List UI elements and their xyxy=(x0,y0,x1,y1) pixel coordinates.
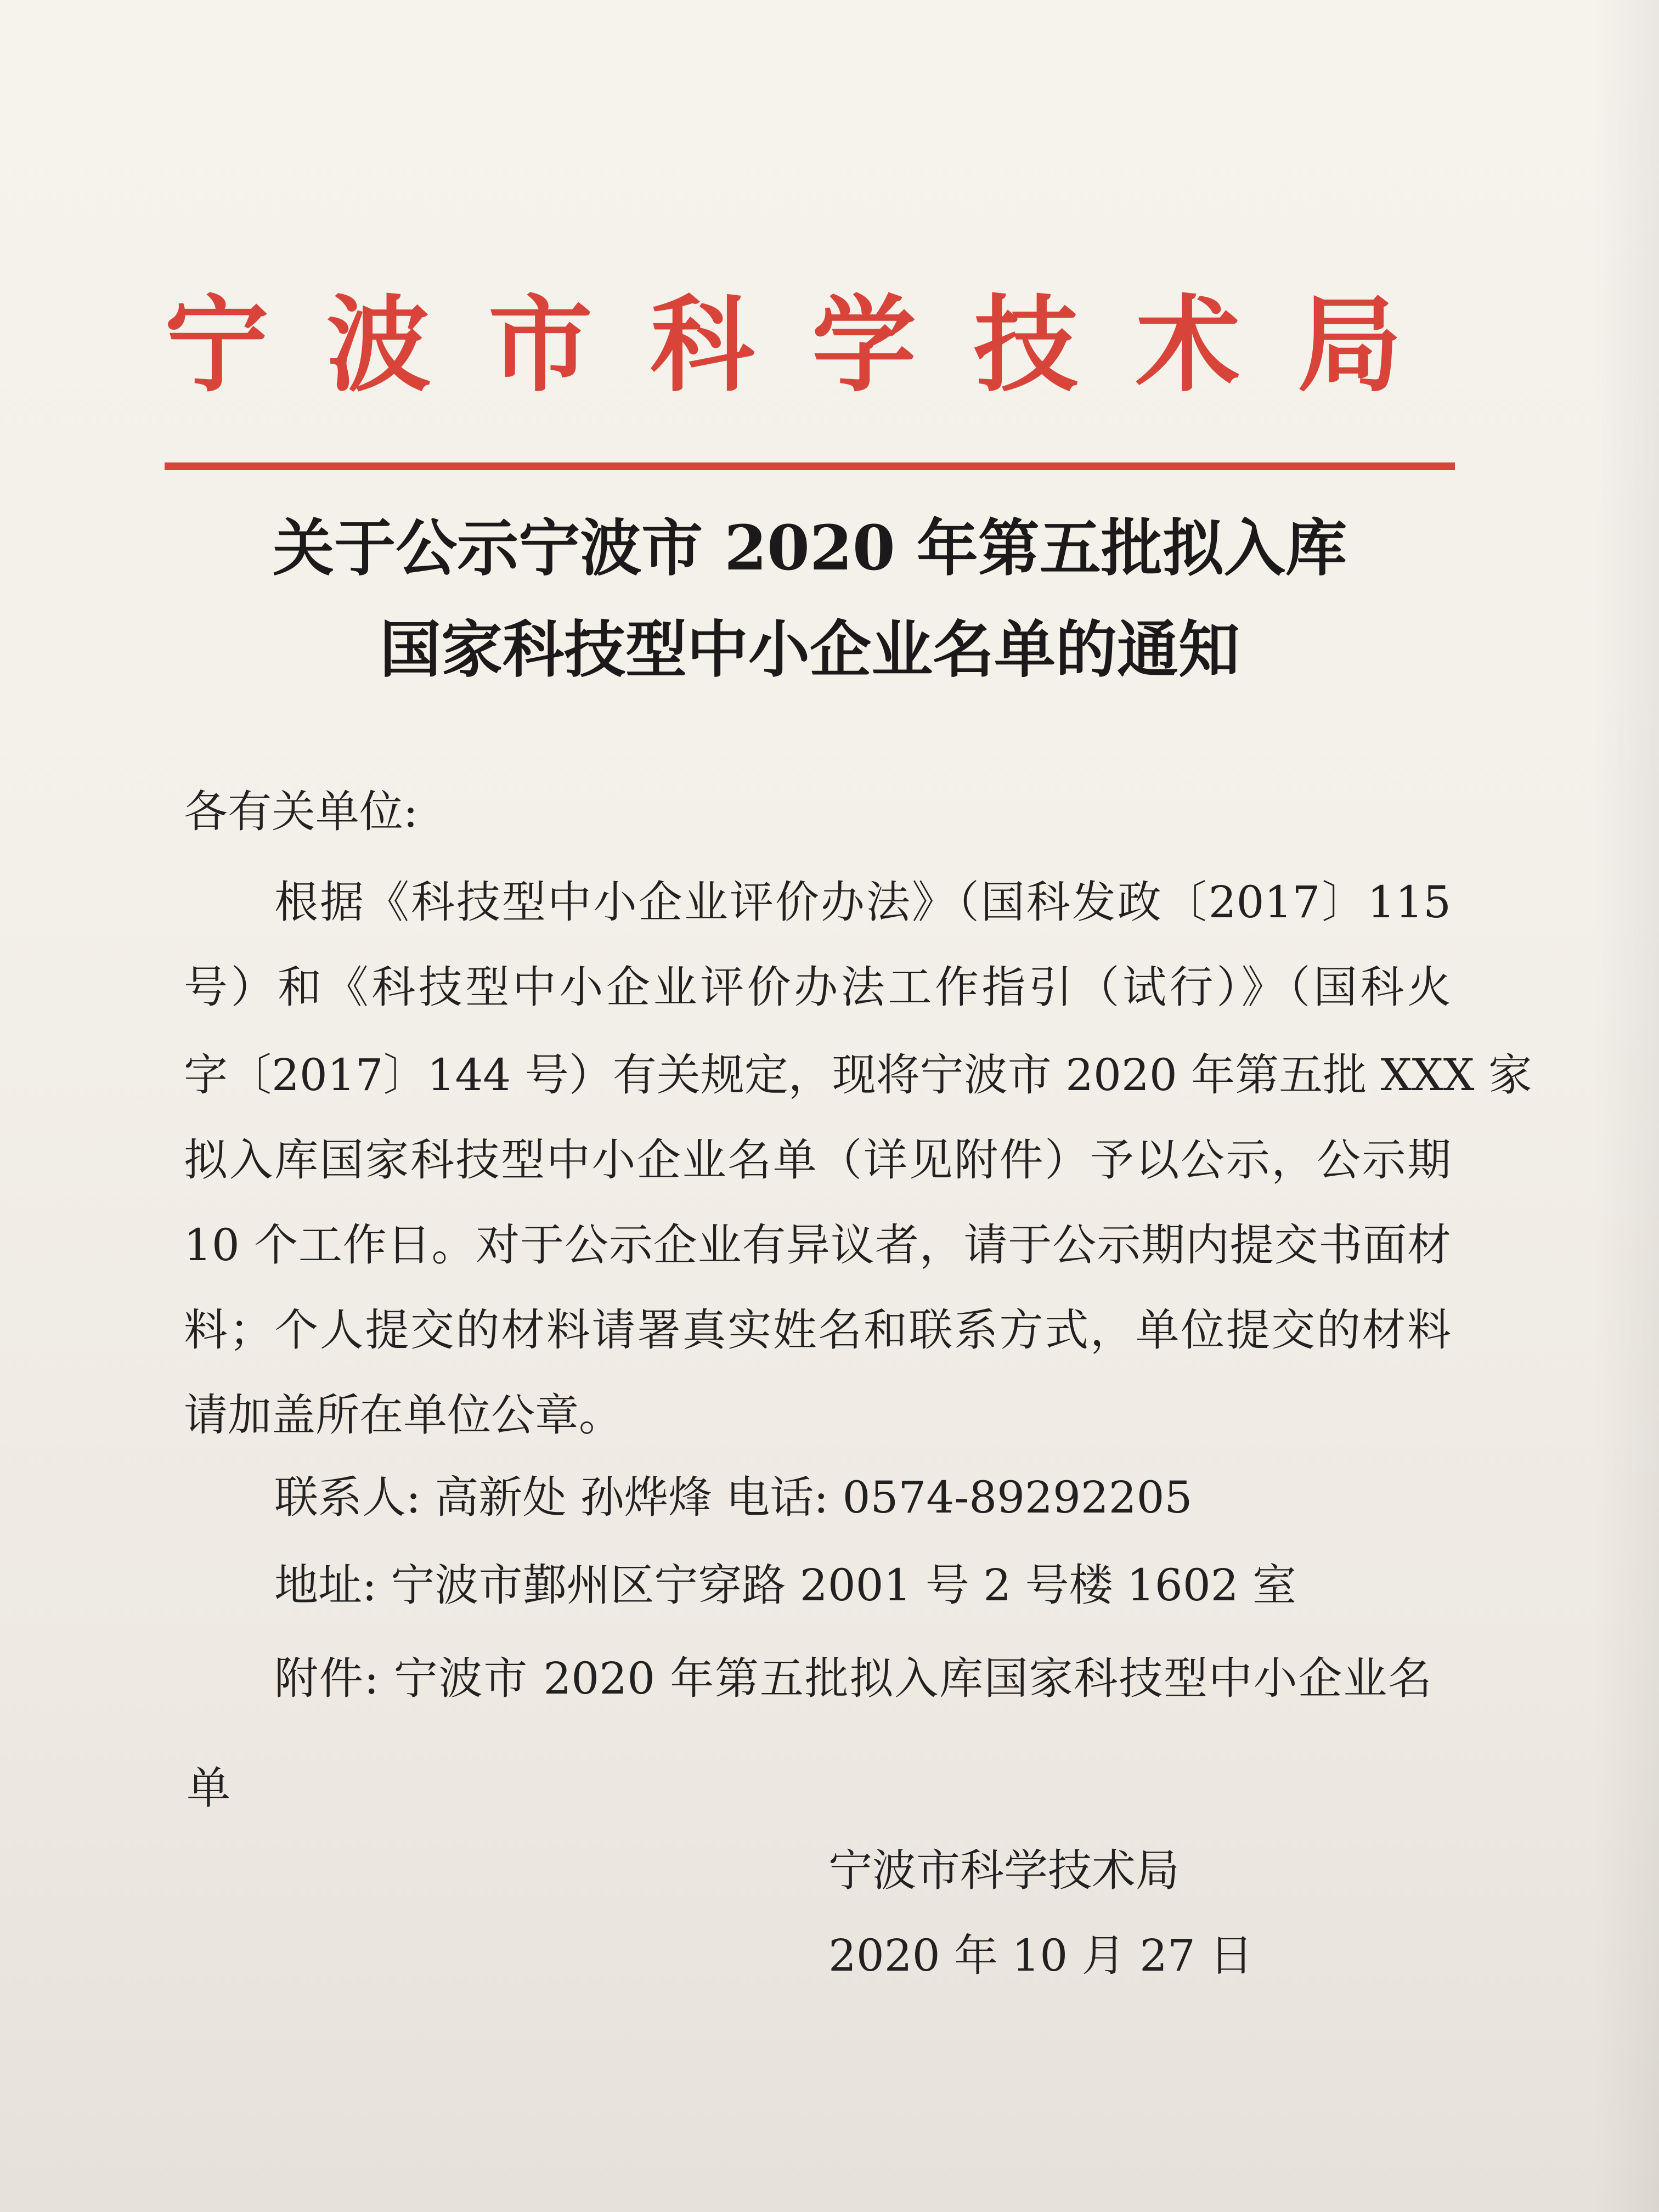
paragraph-line: 根据《科技型中小企业评价办法》（国科发政〔2017〕115 xyxy=(274,877,1451,928)
paragraph-line: 字〔2017〕144 号）有关规定，现将宁波市 2020 年第五批 XXX 家 xyxy=(184,1049,1532,1101)
signature-org: 宁波市科学技术局 xyxy=(828,1845,1180,1896)
letterhead-org-name: 宁波市科学技术局 xyxy=(165,285,1460,406)
paragraph-line: 10 个工作日。对于公示企业有异议者，请于公示期内提交书面材 xyxy=(184,1220,1451,1271)
paragraph-line: 料；个人提交的材料请署真实姓名和联系方式，单位提交的材料 xyxy=(184,1305,1451,1356)
page-edge-shadow xyxy=(1593,0,1659,2212)
paragraph-line: 拟入库国家科技型中小企业名单（详见附件）予以公示，公示期 xyxy=(184,1135,1451,1186)
paragraph-line: 号）和《科技型中小企业评价办法工作指引（试行）》（国科火 xyxy=(184,962,1451,1013)
signature-date: 2020 年 10 月 27 日 xyxy=(828,1930,1254,1981)
letterhead-red-rule xyxy=(165,462,1455,470)
paragraph-line: 请加盖所在单位公章。 xyxy=(184,1390,623,1441)
attachment-line-continued: 单 xyxy=(187,1763,230,1814)
contact-line: 联系人: 高新处 孙烨烽 电话: 0574-89292205 xyxy=(274,1472,1193,1523)
notice-title-line-1: 关于公示宁波市 2020 年第五批拟入库 xyxy=(273,512,1347,584)
notice-title-line-2: 国家科技型中小企业名单的通知 xyxy=(380,614,1240,686)
attachment-line: 附件: 宁波市 2020 年第五批拟入库国家科技型中小企业名 xyxy=(274,1653,1432,1704)
salutation: 各有关单位: xyxy=(184,786,418,837)
address-line: 地址: 宁波市鄞州区宁穿路 2001 号 2 号楼 1602 室 xyxy=(274,1560,1297,1611)
